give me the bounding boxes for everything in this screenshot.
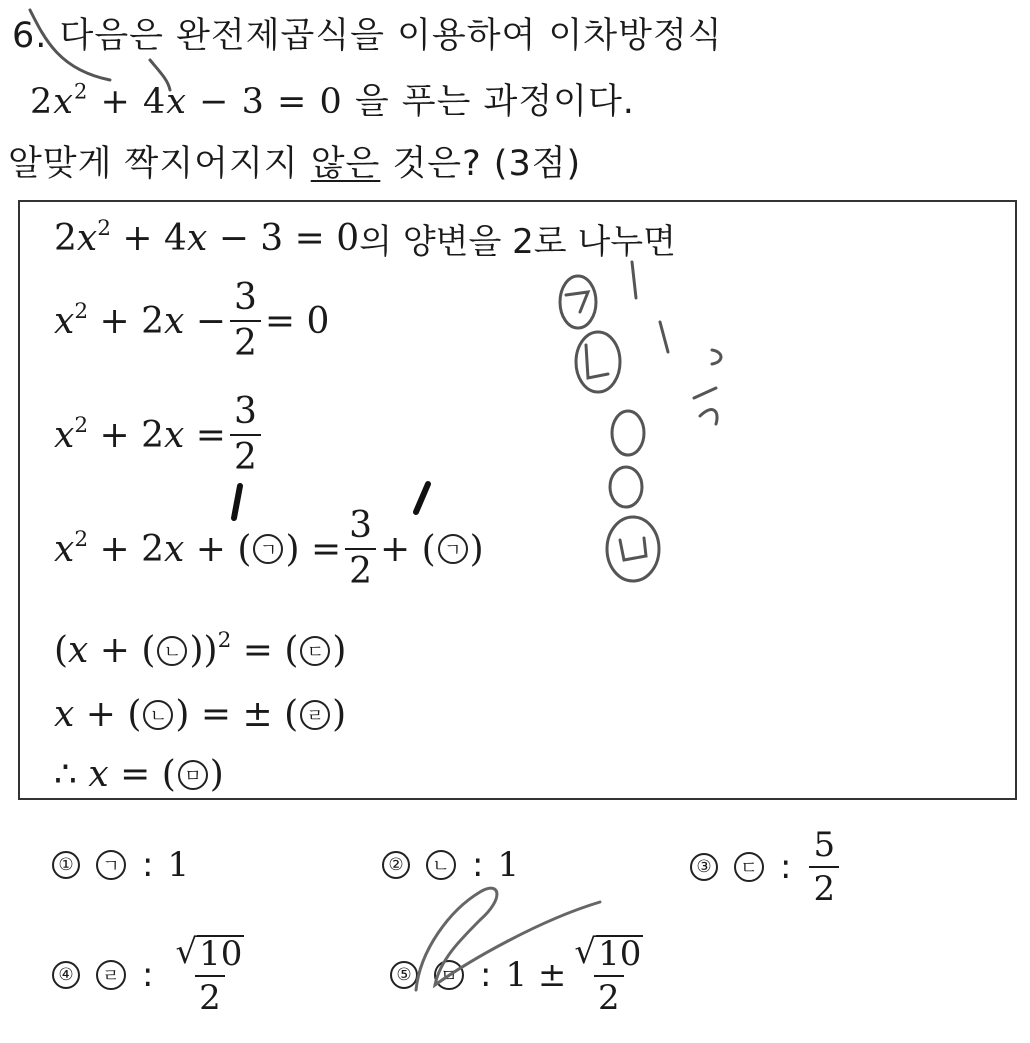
option-5[interactable]: ⑤ ㅁ : 1 ± √ 10 2 <box>390 935 651 1015</box>
option-5-denominator: 2 <box>594 975 624 1015</box>
question-number: 6. <box>12 16 48 56</box>
option-1-value: 1 <box>167 845 190 885</box>
fraction-3-2: $\frac{3}{2}$ <box>230 280 261 362</box>
question-text-3b: 것은? (3점) <box>380 144 582 184</box>
option-4-radicand: 10 <box>199 934 243 974</box>
option-1-mark: ㄱ <box>96 850 126 880</box>
option-2-value: 1 <box>497 845 520 885</box>
option-3-mark: ㄷ <box>734 852 764 882</box>
solution-box <box>18 200 1017 800</box>
option-4-number: ④ <box>52 961 80 989</box>
option-2-number: ② <box>382 851 410 879</box>
option-3-numerator: 5 <box>813 825 836 865</box>
blank-mark-a: ㄱ <box>253 534 283 564</box>
step-7: ∴ x = ( ㅁ ) <box>54 754 224 795</box>
option-3-fraction <box>809 825 839 909</box>
step-6: x + ( ㄴ ) = ± ( ㄹ ) <box>54 694 347 735</box>
option-5-fraction: √ 10 2 <box>574 932 642 1018</box>
option-4-mark: ㄹ <box>96 960 126 990</box>
question-text-1: 다음은 완전제곱식을 이용하여 이차방정식 <box>59 16 723 56</box>
option-3-number: ③ <box>690 853 718 881</box>
option-1-number: ① <box>52 851 80 879</box>
step-1-text: 의 양변을 2로 나누면 <box>359 222 676 262</box>
option-3-denominator: 2 <box>809 866 839 906</box>
step-2: $x^2 + 2x$ − $\frac{3}{2}$ = 0 <box>54 277 330 364</box>
question-line-3 <box>8 136 581 186</box>
option-2-mark: ㄴ <box>426 850 456 880</box>
equation-inline: $2x^2 + 4x - 3 = 0$ <box>30 79 343 122</box>
fraction-3-2: $\frac{3}{2}$ <box>345 508 376 590</box>
option-5-prefix: 1 ± <box>505 955 567 995</box>
step-1: $2x^2 + 4x - 3 = 0$ 의 양변을 2로 나누면 <box>54 215 676 262</box>
option-5-mark: ㅁ <box>434 960 464 990</box>
blank-mark-a: ㄱ <box>438 534 468 564</box>
option-2[interactable]: ② ㄴ : 1 <box>382 845 519 885</box>
blank-mark-d: ㄹ <box>300 700 330 730</box>
option-4[interactable]: ④ ㄹ : √ 10 2 <box>52 935 252 1015</box>
option-3[interactable]: ③ ㄷ : $\frac{5}{2}$ <box>690 828 843 906</box>
question-line-1 <box>12 8 723 58</box>
option-4-denominator: 2 <box>195 975 225 1015</box>
emphasis-not: 않은 <box>310 144 381 184</box>
step-5: (x + ( ㄴ ))$^2$ = ( ㄷ ) <box>54 627 347 671</box>
blank-mark-e: ㅁ <box>178 760 208 790</box>
option-1[interactable]: ① ㄱ : 1 <box>52 845 189 885</box>
step-4: $x^2 + 2x$ + ( ㄱ ) = $\frac{3}{2}$ + ( ㄱ ) <box>54 505 484 592</box>
fraction-3-2: $\frac{3}{2}$ <box>230 394 261 476</box>
question-line-2 <box>30 74 635 124</box>
blank-mark-b: ㄴ <box>157 636 187 666</box>
blank-mark-c: ㄷ <box>300 636 330 666</box>
question-text-3a: 알맞게 짝지어지지 <box>8 144 311 184</box>
step-3: $x^2 + 2x$ = $\frac{3}{2}$ <box>54 394 265 476</box>
option-5-radicand: 10 <box>598 934 642 974</box>
blank-mark-b: ㄴ <box>143 700 173 730</box>
option-5-number: ⑤ <box>390 961 418 989</box>
question-text-2: 을 푸는 과정이다. <box>354 82 635 122</box>
option-4-fraction: √ 10 2 <box>175 932 243 1018</box>
